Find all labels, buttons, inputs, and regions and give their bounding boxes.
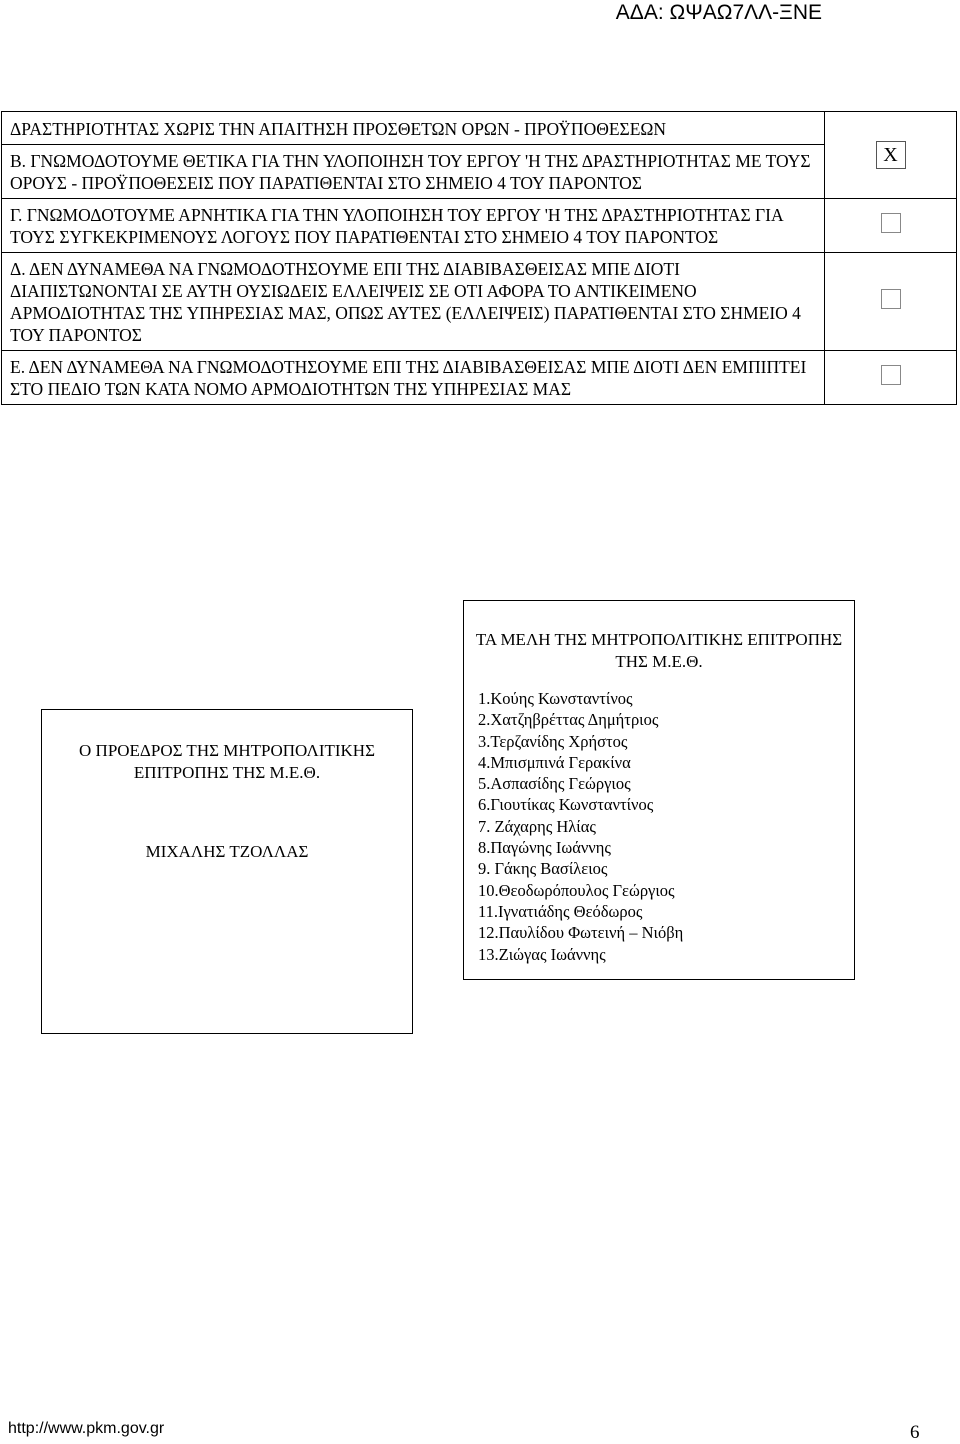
member-item: 9. Γάκης Βασίλειος bbox=[478, 859, 608, 879]
option-row bbox=[2, 112, 957, 145]
option-check-cell bbox=[825, 253, 957, 351]
option-check-cell bbox=[825, 112, 957, 199]
option-checkbox-checked[interactable]: X bbox=[876, 141, 906, 169]
option-text: Β. ΓΝΩΜΟΔΟΤΟΥΜΕ ΘΕΤΙΚΑ ΓΙΑ ΤΗΝ ΥΛΟΠΟΙΗΣΗ ΤΟΥ ΕΡΓΟΥ 'Η ΤΗΣ ΔΡΑΣΤΗΡΙΟΤΗΤΑΣ ΜΕ ΤΟΥΣ ΟΡΟΥΣ - ΠΡΟΫΠΟΘΕΣΕΙΣ ΠΟΥ ΠΑΡΑΤΙΘΕΝΤΑΙ ΣΤΟ ΣΗΜΕΙΟ 4 ΤΟΥ ΠΑΡΟΝΤΟΣ bbox=[2, 145, 825, 199]
option-check-cell bbox=[825, 351, 957, 405]
option-text: Γ. ΓΝΩΜΟΔΟΤΟΥΜΕ ΑΡΝΗΤΙΚΑ ΓΙΑ ΤΗΝ ΥΛΟΠΟΙΗΣΗ ΤΟΥ ΕΡΓΟΥ 'Η ΤΗΣ ΔΡΑΣΤΗΡΙΟΤΗΤΑΣ ΓΙΑ ΤΟΥΣ ΣΥΓΚΕΚΡΙΜΕΝΟΥΣ ΛΟΓΟΥΣ ΠΟΥ ΠΑΡΑΤΙΘΕΝΤΑΙ ΣΤΟ ΣΗΜΕΙΟ 4 ΤΟΥ ΠΑΡΟΝΤΟΣ bbox=[2, 199, 825, 253]
member-item: 7. Ζάχαρης Ηλίας bbox=[478, 816, 596, 836]
option-row bbox=[2, 199, 957, 253]
member-item: 11.Ιγνατιάδης Θεόδωρος bbox=[478, 901, 643, 921]
option-checkbox[interactable] bbox=[881, 365, 901, 385]
option-text: Δ. ΔΕΝ ΔΥΝΑΜΕΘΑ ΝΑ ΓΝΩΜΟΔΟΤΗΣΟΥΜΕ ΕΠΙ ΤΗΣ ΔΙΑΒΙΒΑΣΘΕΙΣΑΣ ΜΠΕ ΔΙΟΤΙ ΔΙΑΠΙΣΤΩΝΟΝΤΑΙ ΣΕ ΑΥΤΗ ΟΥΣΙΩΔΕΙΣ ΕΛΛΕΙΨΕΙΣ ΣΕ ΟΤΙ ΑΦΟΡΑ ΤΟ ΑΝΤΙΚΕΙΜΕΝΟ ΑΡΜΟΔΙΟΤΗΤΑΣ ΤΗΣ ΥΠΗΡΕΣΙΑΣ ΜΑΣ, ΟΠΩΣ ΑΥΤΕΣ (ΕΛΛΕΙΨΕΙΣ) ΠΑΡΑΤΙΘΕΝΤΑΙ ΣΤΟ ΣΗΜΕΙΟ 4 ΤΟΥ ΠΑΡΟΝΤΟΣ bbox=[2, 253, 825, 351]
member-item: 10.Θεοδωρόπουλος Γεώργιος bbox=[478, 880, 675, 900]
member-item: 6.Γιουτίκας Κωνσταντίνος bbox=[478, 795, 654, 815]
options-table bbox=[1, 111, 957, 405]
president-signature-box bbox=[41, 709, 413, 1034]
president-title: Ο ΠΡΟΕΔΡΟΣ ΤΗΣ ΜΗΤΡΟΠΟΛΙΤΙΚΗΣ ΕΠΙΤΡΟΠΗΣ ΤΗΣ Μ.Ε.Θ. bbox=[79, 741, 375, 782]
members-title: ΤΑ ΜΕΛΗ ΤΗΣ ΜΗΤΡΟΠΟΛΙΤΙΚΗΣ ΕΠΙΤΡΟΠΗΣ ΤΗΣ Μ.Ε.Θ. bbox=[475, 630, 843, 671]
member-item: 2.Χατζηβρέττας Δημήτριος bbox=[478, 710, 659, 730]
ada-code: ΑΔΑ: ΩΨΑΩ7ΛΛ-ΞΝΕ bbox=[615, 1, 822, 24]
option-checkbox[interactable] bbox=[881, 289, 901, 309]
member-item: 5.Ασπασίδης Γεώργιος bbox=[478, 774, 631, 794]
president-name: ΜΙΧΑΛΗΣ ΤΖΟΛΛΑΣ bbox=[145, 842, 309, 861]
option-text: ΔΡΑΣΤΗΡΙΟΤΗΤΑΣ ΧΩΡΙΣ ΤΗΝ ΑΠΑΙΤΗΣΗ ΠΡΟΣΘΕΤΩΝ ΟΡΩΝ - ΠΡΟΫΠΟΘΕΣΕΩΝ bbox=[2, 112, 825, 145]
member-item: 12.Παυλίδου Φωτεινή – Νιόβη bbox=[478, 923, 684, 943]
members-list bbox=[478, 688, 854, 965]
member-item: 3.Τερζανίδης Χρήστος bbox=[478, 731, 628, 751]
page-number: 6 bbox=[910, 1422, 920, 1443]
member-item: 4.Μπισμπινά Γερακίνα bbox=[478, 752, 631, 772]
members-signature-box bbox=[463, 600, 855, 980]
option-checkbox[interactable] bbox=[881, 213, 901, 233]
member-item: 13.Ζιώγας Ιωάννης bbox=[478, 944, 606, 964]
option-row bbox=[2, 351, 957, 405]
option-check-cell bbox=[825, 199, 957, 253]
option-row bbox=[2, 253, 957, 351]
member-item: 8.Παγώνης Ιωάννης bbox=[478, 838, 611, 858]
footer-url: http://www.pkm.gov.gr bbox=[8, 1420, 165, 1437]
option-row bbox=[2, 145, 957, 199]
member-item: 1.Κούης Κωνσταντίνος bbox=[478, 689, 633, 708]
option-text: Ε. ΔΕΝ ΔΥΝΑΜΕΘΑ ΝΑ ΓΝΩΜΟΔΟΤΗΣΟΥΜΕ ΕΠΙ ΤΗΣ ΔΙΑΒΙΒΑΣΘΕΙΣΑΣ ΜΠΕ ΔΙΟΤΙ ΔΕΝ ΕΜΠΙΠΤΕΙ ΣΤΟ ΠΕΔΙΟ ΤΩΝ ΚΑΤΑ ΝΟΜΟ ΑΡΜΟΔΙΟΤΗΤΩΝ ΤΗΣ ΥΠΗΡΕΣΙΑΣ ΜΑΣ bbox=[2, 351, 825, 405]
